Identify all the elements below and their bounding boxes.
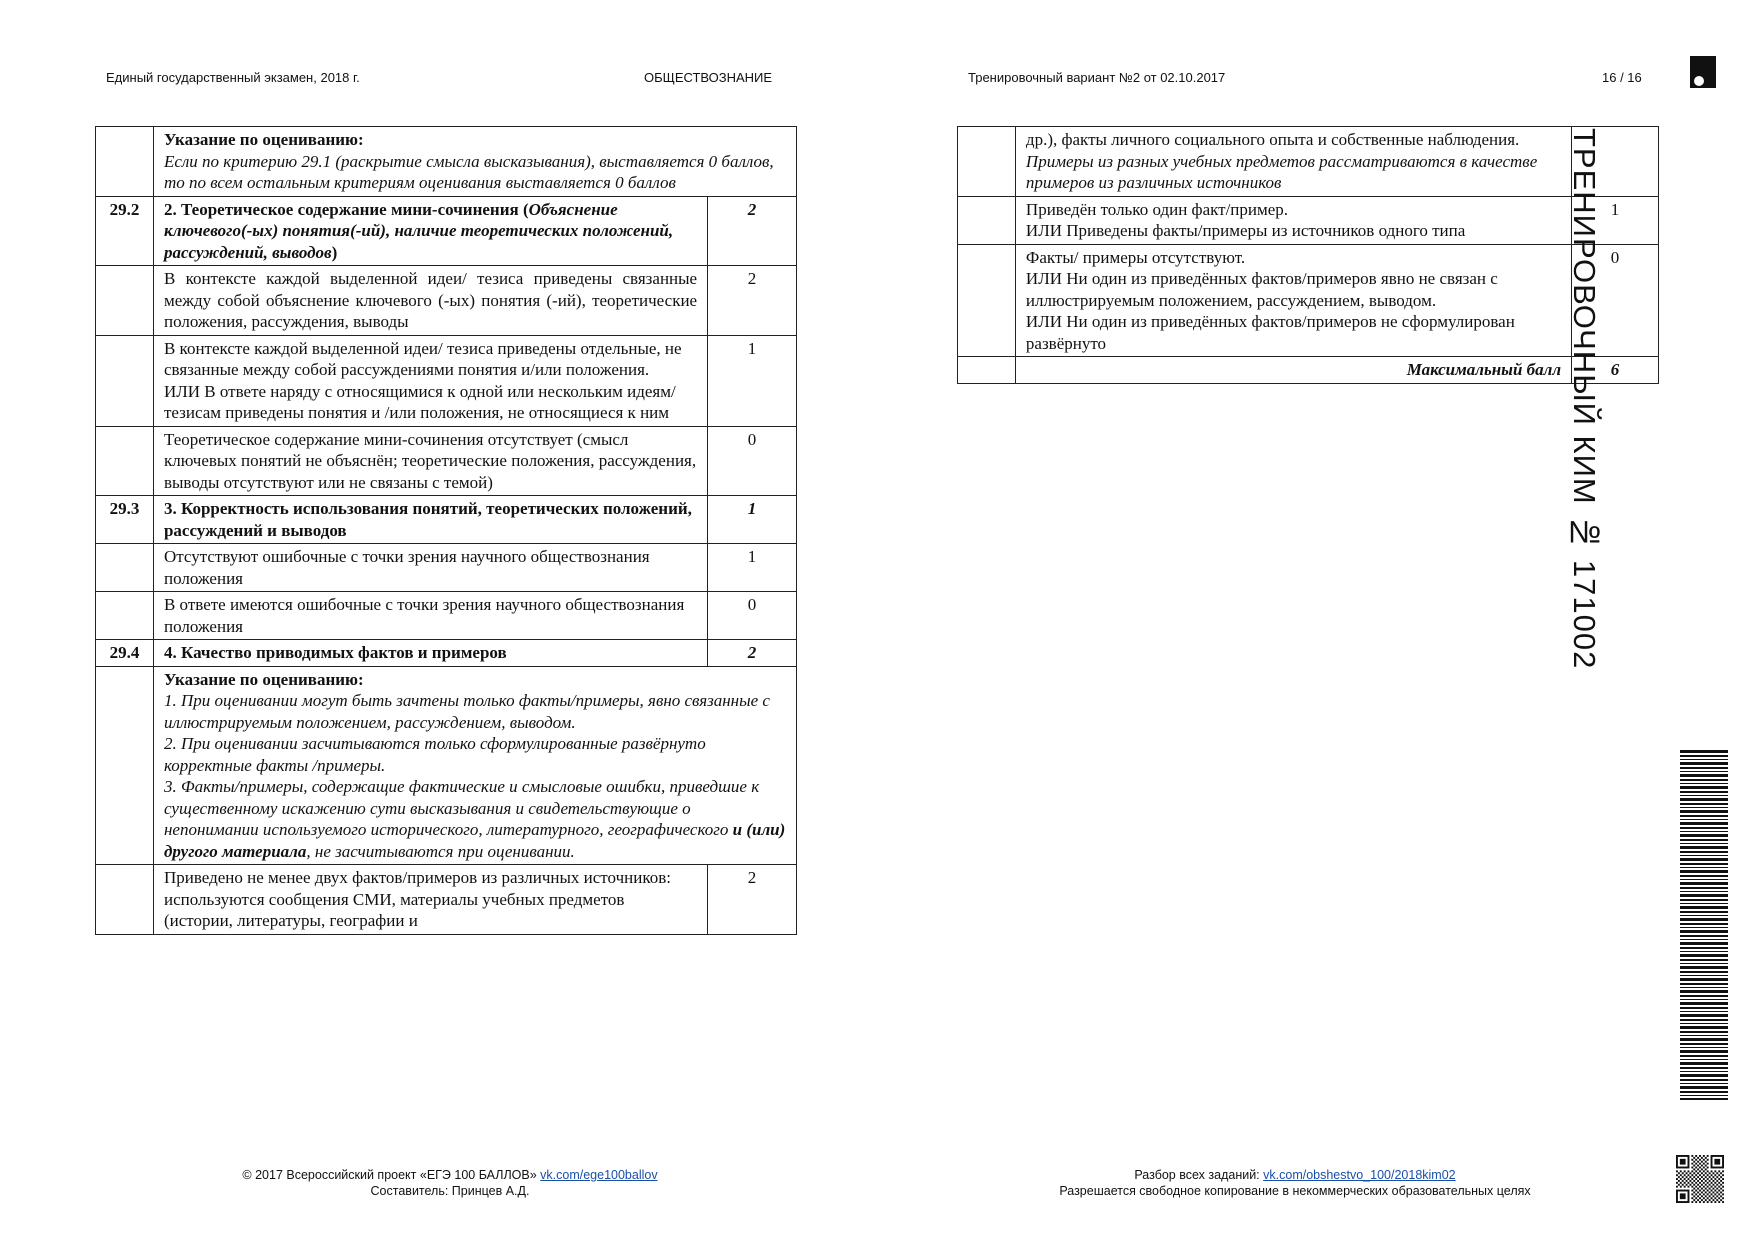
footer-right [980,1167,1610,1199]
score-description: В ответе имеются ошибочные с точки зрения научного обществознания положения [153,592,707,640]
score-description: Факты/ примеры отсутствуют. ИЛИ Ни один из приведённых фактов/примеров явно не связан с иллюстрируемым положением, рассуждением, выводом. ИЛИ Ни один из приведённых фактов/примеров не сформулирован развёрнуто [1015,244,1571,357]
footer-copyright: © 2017 Всероссийский проект «ЕГЭ 100 БАЛЛОВ» [242,1168,537,1182]
table-row [958,244,1659,357]
max-score-label: Максимальный балл [1015,357,1571,384]
footer-link-vk-ege[interactable]: vk.com/ege100ballov [540,1168,658,1182]
score-value: 1 [708,544,797,592]
header-exam: Единый государственный экзамен, 2018 г. [106,70,360,85]
note-item: 1. При оценивании могут быть зачтены только факты/примеры, явно связанные с иллюстрируемым положением, рассуждением, выводом. [163,691,770,732]
note-text: Если по критерию 29.1 (раскрытие смысла высказывания), выставляется 0 баллов, то по всем остальным критериям оценивания выставляется 0 баллов [163,151,774,192]
logo-dot-icon [1694,76,1704,86]
criterion-number: 29.3 [96,496,154,544]
score-description: др.), факты личного социального опыта и собственные наблюдения. Примеры из разных учебных предметов рассматриваются в качестве примеров из различных источников [1015,127,1571,197]
scoring-table-right [957,126,1659,384]
score-description: Теоретическое содержание мини-сочинения отсутствует (смысл ключевых понятий не объяснён; теоретические положения, рассуждения, выводы отсутствуют или не связаны с темой) [153,426,707,496]
footer-analysis-label: Разбор всех заданий: [1134,1168,1260,1182]
header-variant: Тренировочный вариант №2 от 02.10.2017 [968,70,1226,85]
criterion-title: 3. Корректность использования понятий, теоретических положений, рассуждений и выводов [153,496,707,544]
criterion-number: 29.2 [96,196,154,266]
table-row [96,266,797,336]
table-row [96,335,797,426]
criterion-row [96,640,797,667]
score-value: 1 [708,335,797,426]
note-item: 3. Факты/примеры, содержащие фактические и смысловые ошибки, приведшие к существенному искажению сути высказывания и свидетельствующие о непонимании используемого исторического, литературного, географического и (или) другого материала, не засчитываются при оценивании. [163,777,786,861]
table-row [958,127,1659,197]
header-page-number: 16 / 16 [1602,70,1642,85]
max-score-value: 6 [1572,357,1659,384]
note-item: 2. При оценивании засчитываются только сформулированные развёрнуто корректные факты /примеры. [163,734,706,775]
table-row [96,666,797,865]
side-label: ТРЕНИРОВОЧНЫЙ КИМ № 171002 [1567,128,1602,670]
criterion-max-score: 2 [708,196,797,266]
score-description: В контексте каждой выделенной идеи/ тезиса приведены связанные между собой объяснение ключевого (-ых) понятия (-ий), теоретические положения, рассуждения, выводы [153,266,707,336]
score-description: Отсутствуют ошибочные с точки зрения научного обществознания положения [153,544,707,592]
scoring-table-left [95,126,797,935]
table-row [958,196,1659,244]
score-value: 2 [708,266,797,336]
score-description: Приведено не менее двух фактов/примеров из различных источников: используются сообщения СМИ, материалы учебных предметов (истории, литературы, географии и [153,865,707,935]
criterion-title: 2. Теоретическое содержание мини-сочинения (Объяснение ключевого(-ых) понятия(-ий), наличие теоретических положений, рассуждений, выводов) [153,196,707,266]
note-title: Указание по оцениванию: [163,669,364,689]
scoring-note [153,666,796,865]
table-row [96,426,797,496]
footer-author: Составитель: Принцев А.Д. [370,1184,530,1198]
score-value: 2 [708,865,797,935]
criterion-max-score: 1 [708,496,797,544]
barcode-icon [1680,750,1728,1100]
footer-link-vk-obshestvo[interactable]: vk.com/obshestvo_100/2018kim02 [1263,1168,1456,1182]
criterion-row [96,496,797,544]
scoring-note [153,127,796,197]
score-value: 1 [1572,196,1659,244]
table-row [96,865,797,935]
score-value: 0 [708,592,797,640]
table-row [96,127,797,197]
total-row [958,357,1659,384]
criterion-max-score: 2 [708,640,797,667]
score-description: Приведён только один факт/пример. ИЛИ Приведены факты/примеры из источников одного типа [1015,196,1571,244]
qr-code-icon [1676,1155,1724,1203]
footer-license: Разрешается свободное копирование в некоммерческих образовательных целях [1059,1184,1531,1198]
note-title: Указание по оцениванию: [163,130,364,149]
table-row [96,592,797,640]
score-value: 0 [1572,244,1659,357]
score-value: 0 [708,426,797,496]
footer-left [180,1167,720,1199]
header-subject: ОБЩЕСТВОЗНАНИЕ [644,70,773,85]
criterion-row [96,196,797,266]
criterion-title: 4. Качество приводимых фактов и примеров [153,640,707,667]
criterion-number: 29.4 [96,640,154,667]
score-description: В контексте каждой выделенной идеи/ тезиса приведены отдельные, не связанные между собой рассуждениями понятия и/или положения. ИЛИ В ответе наряду с относящимися к одной или нескольким идеям/тезисам приведены понятия и /или положения, не относящиеся к ним [153,335,707,426]
table-row [96,544,797,592]
